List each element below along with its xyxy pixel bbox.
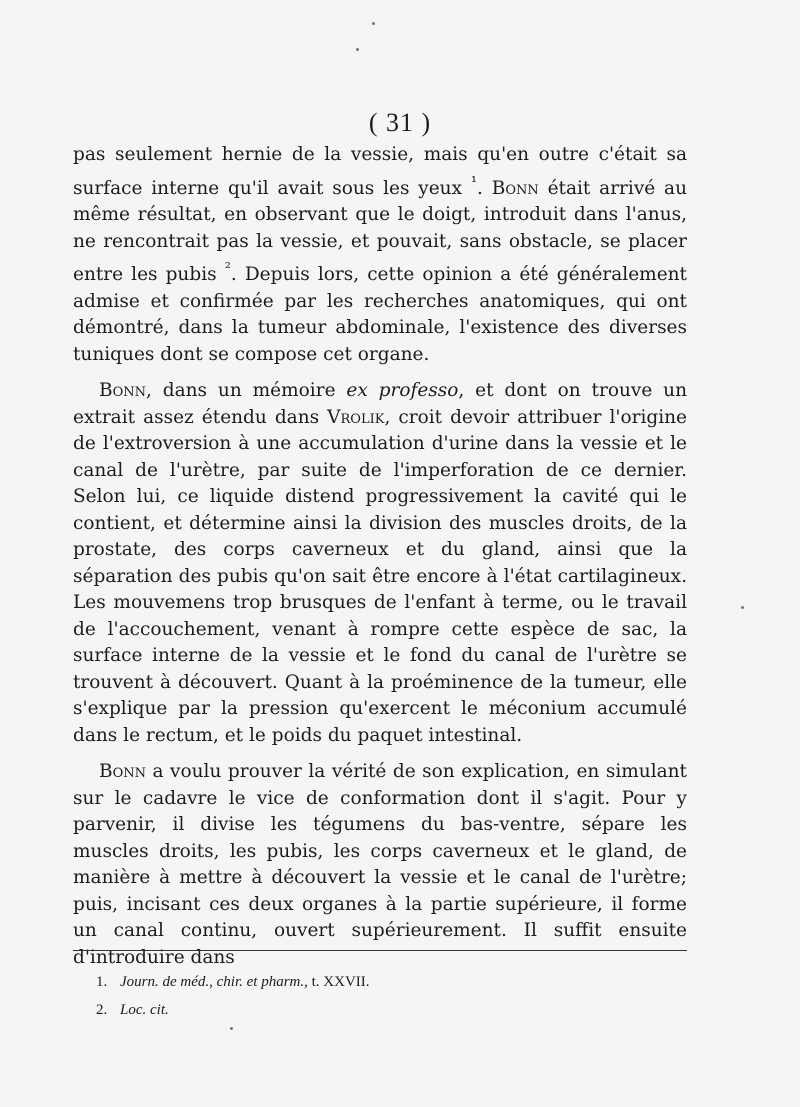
paragraph-2-text-a: , dans un mémoire — [146, 380, 347, 402]
paragraph-2-text-b: , et dont on trouve un extrait assez étendu dans — [73, 380, 687, 428]
paragraph-1-text-c: était arrivé au même résultat, en observant que le doigt, introduit dans l'anus, ne rencontrait pas la vessie, et pouvait, sans obstacle, se placer entre les pubis — [73, 177, 687, 286]
italic-phrase: ex professo — [346, 380, 459, 402]
footnote-text: Loc. cit. — [120, 1002, 169, 1018]
footnote-2 — [96, 996, 656, 1024]
footnote-ref-2: ² — [224, 259, 231, 278]
author-name-bonn: Bonn — [99, 380, 147, 402]
footnotes — [96, 968, 656, 1024]
footnote-1 — [96, 968, 656, 996]
paragraph-1-text-b: . — [477, 177, 492, 199]
paragraph-1-text-d: . Depuis lors, cette opinion a été généralement admise et confirmée par les recherches anatomiques, qui ont démontré, dans la tumeur abdominale, l'existence des diverses tuniques dont se compose cet organe. — [73, 264, 687, 365]
paragraph-2-text-c: , croit devoir attribuer l'origine de l'extroversion à une accumulation d'urine dans la vessie et le canal de l'urètre, par suite de l'imperforation de ce dernier. Selon lui, ce liquide distend progressivement la cavité qui le contient, et détermine ainsi la division des muscles droits, de la prostate, des corps caverneux et du gland, ainsi que la séparation des pubis qu'on sait être encore à l'état cartilagineux. Les mouvemens trop brusques de l'enfant à terme, ou le travail de l'accouchement, venant à rompre cette espèce de sac, la surface interne de la vessie et le fond du canal de l'urètre se trouvent à découvert. Quant à la proéminence de la tumeur, elle s'explique par la pression qu'exercent le méconium accumulé dans le rectum, et le poids du paquet intestinal. — [73, 406, 688, 746]
paragraph-3 — [73, 759, 687, 971]
author-name-vrolik: Vrolik — [327, 406, 385, 428]
footnote-number: 1. — [96, 974, 108, 990]
author-name-bonn: Bonn — [99, 761, 147, 783]
paper-speck — [356, 48, 359, 51]
footnote-number: 2. — [96, 1002, 108, 1018]
footnote-text: Journ. de méd., chir. et pharm., — [120, 974, 308, 990]
paragraph-2 — [73, 378, 687, 749]
footnote-volume: t. XXVII. — [307, 974, 370, 990]
paragraph-1-text-a: pas seulement hernie de la vessie, mais qu'en outre c'était sa surface interne qu'il avait sous les yeux — [73, 144, 687, 199]
paper-speck — [372, 22, 375, 25]
page-number: ( 31 ) — [368, 108, 432, 137]
footnote-divider — [73, 950, 687, 951]
body-text — [73, 142, 687, 981]
paper-speck — [741, 606, 744, 609]
paper-speck — [230, 1027, 233, 1030]
paragraph-1 — [73, 142, 687, 368]
footnote-ref-1: ¹ — [470, 172, 478, 191]
author-name-bonn: Bonn — [491, 177, 539, 199]
paragraph-3-text-a: a voulu prouver la vérité de son explication, en simulant sur le cadavre le vice de conformation dont il s'agit. Pour y parvenir, il divise les tégumens du bas-ventre, sépare les muscles droits, les pubis, les corps caverneux et le gland, de manière à mettre à découvert la vessie et le canal de l'urètre; puis, incisant ces deux organes à la partie supérieure, il forme un canal continu, ouvert supérieurement. Il suffit ensuite d'introduire dans — [73, 761, 687, 968]
